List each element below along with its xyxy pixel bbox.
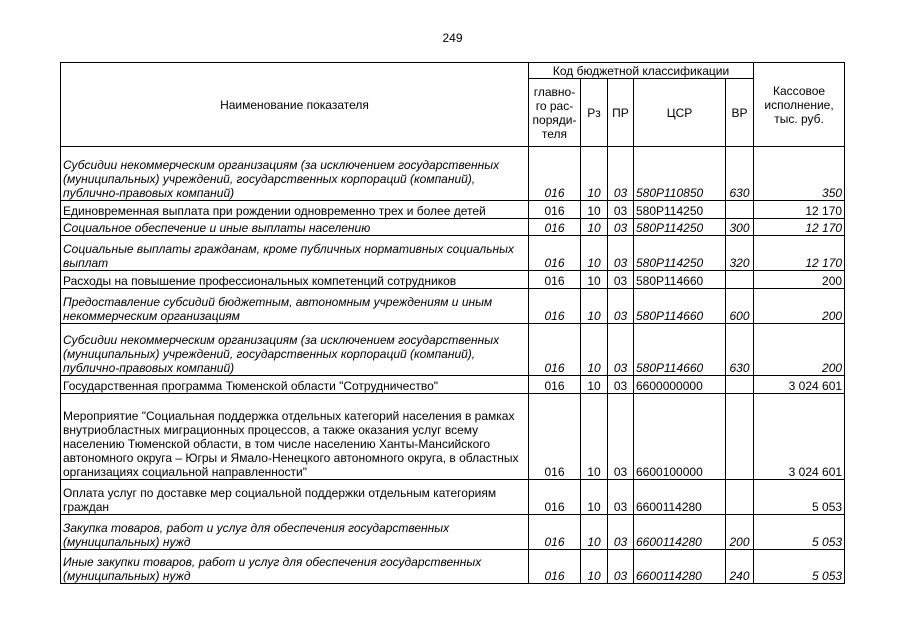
row-amount: 3 024 601 [754, 394, 845, 480]
row-pr: 03 [608, 376, 634, 394]
header-vr: ВР [726, 79, 754, 147]
row-rz: 10 [581, 376, 608, 394]
row-name [61, 480, 529, 515]
table-row [61, 236, 845, 271]
row-name [61, 271, 529, 289]
row-pr: 03 [608, 219, 634, 236]
row-pr: 03 [608, 324, 634, 376]
header-glavny: главно-го рас-поряди-теля [529, 79, 581, 147]
row-name [61, 324, 529, 376]
row-name [61, 236, 529, 271]
row-vr: 300 [726, 219, 754, 236]
row-csr: 6600114280 [634, 480, 726, 515]
row-glavny: 016 [529, 201, 581, 219]
row-amount: 350 [754, 147, 845, 201]
table-row [61, 271, 845, 289]
row-vr [726, 376, 754, 394]
row-glavny: 016 [529, 236, 581, 271]
row-name [61, 550, 529, 584]
row-csr: 580P114250 [634, 201, 726, 219]
row-csr: 6600000000 [634, 376, 726, 394]
row-name [61, 289, 529, 324]
row-csr: 6600114280 [634, 550, 726, 584]
row-csr: 580P114660 [634, 289, 726, 324]
row-name [61, 201, 529, 219]
row-name-text: Расходы на повышение профессиональных компетенций сотрудников [63, 274, 457, 288]
page-number: 249 [442, 31, 463, 45]
row-rz: 10 [581, 515, 608, 550]
table-row [61, 515, 845, 550]
table-row [61, 289, 845, 324]
row-csr: 580P110850 [634, 147, 726, 201]
row-glavny: 016 [529, 219, 581, 236]
row-vr: 200 [726, 515, 754, 550]
table-row [61, 201, 845, 219]
row-rz: 10 [581, 219, 608, 236]
row-name [61, 219, 529, 236]
header-rz: Рз [581, 79, 608, 147]
row-pr: 03 [608, 271, 634, 289]
row-name-text: Мероприятие "Социальная поддержка отдельных категорий населения в рамках внутриобластных миграционных процессов, а также оказания услуг всему населению Тюменской области, в том числе населению Ханты-Мансийского автономного округа – Югры и Ямало-Ненецкого автономного округа, в областных организациях социальной направленности" [63, 409, 519, 479]
row-name-text: Закупка товаров, работ и услуг для обеспечения государственных (муниципальных) нужд [63, 521, 450, 549]
table-row [61, 480, 845, 515]
row-amount: 5 053 [754, 480, 845, 515]
row-glavny: 016 [529, 394, 581, 480]
row-csr: 580P114660 [634, 324, 726, 376]
header-pr: ПР [608, 79, 634, 147]
row-amount: 200 [754, 289, 845, 324]
row-rz: 10 [581, 289, 608, 324]
row-csr: 580P114250 [634, 219, 726, 236]
row-name-text: Субсидии некоммерческим организациям (за исключением государственных (муниципальных) учреждений, государственных корпораций (компаний), публично-правовых компаний) [63, 158, 500, 200]
row-rz: 10 [581, 394, 608, 480]
row-csr: 6600100000 [634, 394, 726, 480]
header-amount: Кассовое исполнение, тыс. руб. [754, 63, 845, 147]
row-glavny: 016 [529, 550, 581, 584]
row-glavny: 016 [529, 376, 581, 394]
row-vr [726, 271, 754, 289]
row-name-text: Иные закупки товаров, работ и услуг для обеспечения государственных (муниципальных) нужд [63, 555, 482, 583]
row-name-text: Предоставление субсидий бюджетным, автономным учреждениям и иным некоммерческим организациям [63, 295, 493, 323]
row-vr: 320 [726, 236, 754, 271]
budget-table [60, 62, 845, 584]
row-rz: 10 [581, 480, 608, 515]
row-pr: 03 [608, 147, 634, 201]
row-name [61, 515, 529, 550]
row-name-text: Оплата услуг по доставке мер социальной поддержки отдельным категориям граждан [63, 486, 497, 514]
row-amount: 12 170 [754, 236, 845, 271]
row-rz: 10 [581, 201, 608, 219]
row-vr: 630 [726, 147, 754, 201]
row-glavny: 016 [529, 324, 581, 376]
row-csr: 580P114660 [634, 271, 726, 289]
row-vr [726, 201, 754, 219]
row-name-text: Социальное обеспечение и иные выплаты населению [63, 221, 371, 235]
row-amount: 200 [754, 271, 845, 289]
row-name [61, 376, 529, 394]
row-pr: 03 [608, 480, 634, 515]
row-glavny: 016 [529, 271, 581, 289]
table-row [61, 219, 845, 236]
header-csr: ЦСР [634, 79, 726, 147]
row-vr: 600 [726, 289, 754, 324]
row-rz: 10 [581, 271, 608, 289]
table-row [61, 394, 845, 480]
row-vr: 630 [726, 324, 754, 376]
row-rz: 10 [581, 324, 608, 376]
row-vr [726, 394, 754, 480]
row-name [61, 147, 529, 201]
row-amount: 5 053 [754, 550, 845, 584]
row-amount: 5 053 [754, 515, 845, 550]
row-amount: 200 [754, 324, 845, 376]
row-pr: 03 [608, 289, 634, 324]
row-pr: 03 [608, 515, 634, 550]
header-code-group: Код бюджетной классификации [529, 63, 754, 79]
row-glavny: 016 [529, 480, 581, 515]
row-rz: 10 [581, 147, 608, 201]
header-name: Наименование показателя [61, 63, 529, 147]
row-pr: 03 [608, 394, 634, 480]
row-csr: 6600114280 [634, 515, 726, 550]
row-vr: 240 [726, 550, 754, 584]
row-csr: 580P114250 [634, 236, 726, 271]
row-name-text: Социальные выплаты гражданам, кроме публичных нормативных социальных выплат [63, 242, 514, 270]
row-amount: 12 170 [754, 219, 845, 236]
row-glavny: 016 [529, 289, 581, 324]
table-row [61, 376, 845, 394]
row-name [61, 394, 529, 480]
table-row [61, 550, 845, 584]
row-amount: 3 024 601 [754, 376, 845, 394]
row-vr [726, 480, 754, 515]
row-name-text: Единовременная выплата при рождении одновременно трех и более детей [63, 204, 486, 218]
row-pr: 03 [608, 236, 634, 271]
row-name-text: Государственная программа Тюменской области "Сотрудничество" [63, 379, 438, 393]
row-pr: 03 [608, 550, 634, 584]
row-name-text: Субсидии некоммерческим организациям (за исключением государственных (муниципальных) учреждений, государственных корпораций (компаний), публично-правовых компаний) [63, 333, 500, 375]
table-row [61, 147, 845, 201]
row-glavny: 016 [529, 147, 581, 201]
row-pr: 03 [608, 201, 634, 219]
table-row [61, 324, 845, 376]
row-rz: 10 [581, 550, 608, 584]
row-rz: 10 [581, 236, 608, 271]
row-amount: 12 170 [754, 201, 845, 219]
row-glavny: 016 [529, 515, 581, 550]
